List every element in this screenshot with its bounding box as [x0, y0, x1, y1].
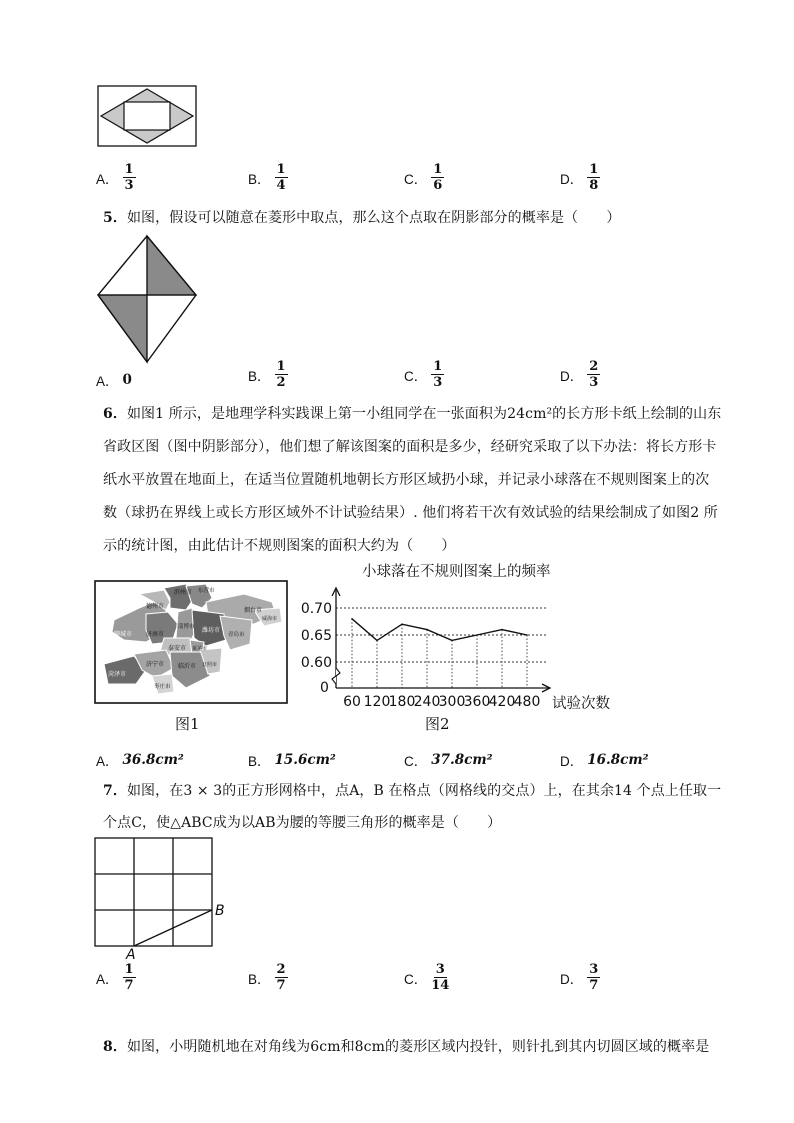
- frequency-line-chart: [296, 560, 626, 712]
- option-letter: A．: [96, 374, 119, 389]
- q5-rhombus-figure: [96, 234, 200, 366]
- map-label: 滨州市: [174, 589, 193, 596]
- q7-option-c[interactable]: [404, 963, 449, 992]
- q5-option-c[interactable]: [404, 360, 444, 389]
- map-label: 菏泽市: [108, 671, 127, 678]
- map-label: 聊城市: [114, 631, 133, 638]
- question-text: 如图1 所示，是地理学科实践课上第一小组同学在一张面积为24cm²的长方形卡纸上绘制的山东: [126, 406, 722, 422]
- chart-grid: [336, 608, 546, 688]
- option-letter: A．: [96, 171, 119, 187]
- option-letter: D．: [560, 171, 584, 187]
- data-point: [426, 629, 428, 631]
- option-fraction: $\frac{1}{2}$: [276, 359, 286, 390]
- option-fraction: $\frac{3}{7}$: [589, 962, 599, 993]
- origin-label: 0: [320, 680, 329, 696]
- data-point: [476, 634, 478, 636]
- option-letter: B．: [248, 368, 271, 384]
- frequency-line: [352, 619, 527, 641]
- option-fraction: $\frac{2}{3}$: [589, 359, 599, 390]
- map-label: 淄博市: [178, 624, 195, 630]
- q6-stem-line-3: 纸水平放置在地面上，在适当位置随机地朝长方形区域扔小球，并记录小球落在不规则图案上的次: [103, 472, 710, 488]
- question-text: 如图，在3 × 3的正方形网格中，点A，B 在格点（网格线的交点）上，在其余14 个点上任取一: [126, 783, 722, 799]
- q6-stem-line-5: 示的统计图，由此估计不规则图案的面积大约为（ ）: [103, 538, 456, 554]
- chart-title: 小球落在不规则图案上的频率: [362, 564, 551, 580]
- q5-stem: [103, 207, 620, 227]
- option-letter: B．: [248, 971, 271, 987]
- q7-option-b[interactable]: [248, 963, 288, 992]
- map-label: 枣庄市: [154, 684, 171, 690]
- map-label: 泰安市: [168, 645, 187, 652]
- question-text: 如图，小明随机地在对角线为6cm和8cm的菱形区域内投针，则针扎到其内切圆区域的概率是: [126, 1039, 710, 1055]
- option-fraction: $\frac{1}{3}$: [433, 359, 443, 390]
- x-tick-label: 180: [388, 694, 416, 710]
- option-value: 0: [122, 372, 132, 388]
- map-label: 德州市: [146, 603, 165, 610]
- x-tick-label: 420: [488, 694, 516, 710]
- q4-option-c[interactable]: [404, 163, 444, 192]
- q7-stem-line-2: 个点C，使△ABC成为以AB为腰的等腰三角形的概率是（ ）: [103, 815, 502, 831]
- map-label: 东营市: [198, 588, 215, 594]
- chart-axes: [332, 588, 550, 692]
- question-number: 6．: [103, 406, 127, 422]
- question-number: 8．: [103, 1039, 127, 1055]
- q6-stem-line-1: [103, 403, 721, 423]
- x-tick-label: 360: [463, 694, 491, 710]
- data-point: [401, 623, 403, 625]
- question-text: 如图，假设可以随意在菱形中取点，那么这个点取在阴影部分的概率是（ ）: [126, 210, 621, 226]
- y-tick-label: 0.70: [300, 601, 332, 617]
- map-label: 莱芜市: [192, 646, 208, 652]
- q6-option-c[interactable]: [404, 750, 493, 770]
- point-b-label: B: [215, 903, 225, 919]
- option-letter: D．: [560, 971, 584, 987]
- q4-option-b[interactable]: [248, 163, 288, 192]
- q7-option-a[interactable]: [96, 963, 136, 992]
- q7-stem-line-1: [103, 780, 721, 800]
- q5-option-d[interactable]: [560, 360, 600, 389]
- option-letter: A．: [96, 754, 119, 769]
- x-tick-label: 300: [438, 694, 466, 710]
- option-letter: B．: [248, 754, 271, 769]
- q7-grid-figure: [92, 834, 242, 962]
- map-label: 青岛市: [228, 632, 245, 638]
- x-tick-label: 240: [413, 694, 441, 710]
- q7-option-d[interactable]: [560, 963, 600, 992]
- q4-option-a[interactable]: [96, 163, 136, 192]
- chart-labels: [301, 601, 611, 712]
- option-letter: D．: [560, 368, 584, 384]
- map-label: 烟台市: [244, 607, 263, 614]
- x-tick-label: 60: [343, 694, 361, 710]
- chart-marks: [351, 618, 528, 641]
- option-value: 36.8cm²: [122, 752, 184, 768]
- y-tick-label: 0.60: [300, 655, 332, 671]
- map-label: 济南市: [146, 631, 165, 638]
- shandong-map-figure: [94, 580, 288, 704]
- map-label: 济宁市: [146, 661, 165, 668]
- option-letter: A．: [96, 971, 119, 987]
- data-point: [526, 634, 528, 636]
- y-tick-label: 0.65: [300, 628, 332, 644]
- option-fraction: $\frac{1}{8}$: [589, 162, 599, 193]
- q6-option-d[interactable]: [560, 750, 649, 770]
- option-letter: C．: [404, 971, 428, 987]
- option-fraction: $\frac{3}{14}$: [431, 962, 450, 993]
- figure-2-caption: 图2: [425, 715, 450, 733]
- option-letter: C．: [404, 171, 428, 187]
- q5-option-b[interactable]: [248, 360, 288, 389]
- map-label: 潍坊市: [202, 627, 221, 634]
- option-fraction: $\frac{1}{3}$: [124, 162, 134, 193]
- data-point: [501, 629, 503, 631]
- q6-stem-line-2: 省政区图（图中阴影部分），他们想了解该图案的面积是多少，经研究采取了以下办法：将长方形卡: [103, 439, 717, 455]
- x-tick-label: 480: [513, 694, 541, 710]
- map-label: 威海市: [262, 616, 278, 622]
- map-label: 临沂市: [178, 663, 197, 670]
- axis-break: [332, 668, 340, 684]
- q4-figure: [96, 84, 198, 148]
- figure-1-caption: 图1: [175, 715, 200, 733]
- option-letter: D．: [560, 754, 584, 769]
- x-axis-label: 试验次数: [552, 696, 610, 712]
- option-letter: C．: [404, 368, 428, 384]
- option-fraction: $\frac{1}{7}$: [124, 962, 134, 993]
- question-number: 7．: [103, 783, 127, 799]
- q6-option-b[interactable]: [248, 750, 336, 770]
- q6-stem-line-4: 数（球扔在界线上或长方形区域外不计试验结果）. 他们将若干次有效试验的结果绘制成了如图2 所: [103, 505, 718, 521]
- map-label: 日照市: [202, 662, 218, 668]
- data-point: [451, 640, 453, 642]
- data-point: [351, 618, 353, 620]
- option-fraction: $\frac{2}{7}$: [276, 962, 286, 993]
- q4-option-d[interactable]: [560, 163, 600, 192]
- q8-stem: [103, 1036, 709, 1056]
- q6-option-a[interactable]: [96, 750, 184, 770]
- option-letter: C．: [404, 754, 428, 769]
- option-fraction: $\frac{1}{6}$: [433, 162, 443, 193]
- option-value: 16.8cm²: [587, 752, 649, 768]
- data-point: [376, 640, 378, 642]
- option-value: 37.8cm²: [431, 752, 493, 768]
- q5-option-a[interactable]: [96, 370, 132, 390]
- option-letter: B．: [248, 171, 271, 187]
- option-value: 15.6cm²: [274, 752, 336, 768]
- question-number: 5．: [103, 210, 127, 226]
- x-tick-label: 120: [363, 694, 391, 710]
- point-a-label: A: [126, 947, 136, 962]
- option-fraction: $\frac{1}{4}$: [276, 162, 286, 193]
